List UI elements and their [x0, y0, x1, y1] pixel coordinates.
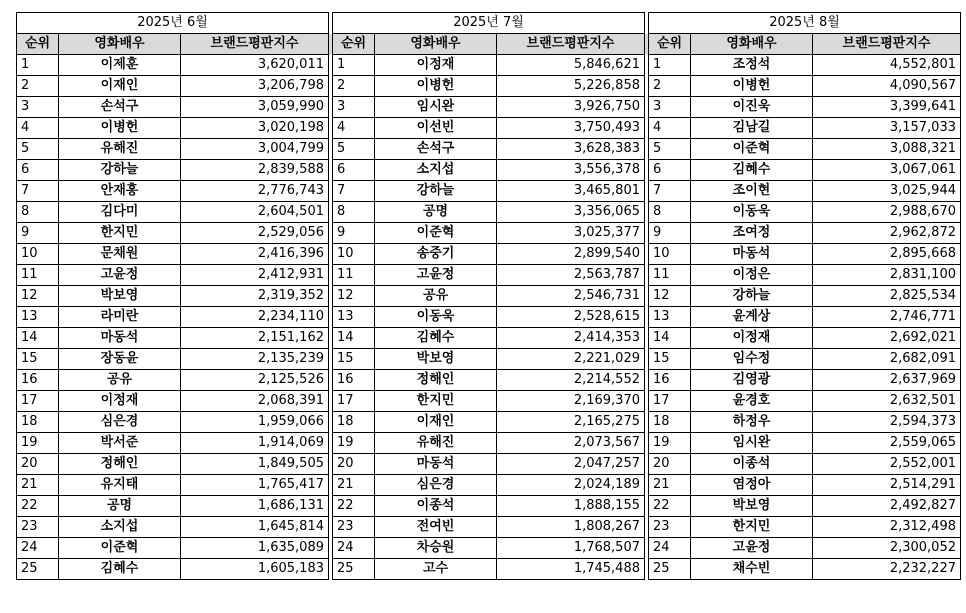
actor-name-cell: 공명 — [375, 202, 497, 223]
table-row — [17, 76, 961, 97]
table-row — [17, 244, 961, 265]
rank-cell: 14 — [333, 328, 375, 349]
brand-score-cell: 3,926,750 — [497, 97, 645, 118]
brand-score-cell: 1,914,069 — [181, 433, 329, 454]
actor-name-cell: 김혜수 — [691, 160, 813, 181]
brand-score-cell: 2,899,540 — [497, 244, 645, 265]
actor-name-cell: 안재홍 — [59, 181, 181, 202]
score-header: 브랜드평판지수 — [181, 34, 329, 55]
rank-cell: 8 — [333, 202, 375, 223]
brand-score-cell: 2,563,787 — [497, 265, 645, 286]
brand-reputation-table — [16, 12, 961, 580]
actor-name-cell: 유해진 — [59, 139, 181, 160]
rank-cell: 8 — [17, 202, 59, 223]
rank-cell: 1 — [17, 55, 59, 76]
rank-cell: 9 — [649, 223, 691, 244]
actor-name-cell: 윤계상 — [691, 307, 813, 328]
actor-name-cell: 이정은 — [691, 265, 813, 286]
table-row — [17, 496, 961, 517]
actor-name-cell: 윤경호 — [691, 391, 813, 412]
actor-name-cell: 이동욱 — [691, 202, 813, 223]
rank-cell: 10 — [649, 244, 691, 265]
rank-cell: 15 — [17, 349, 59, 370]
brand-score-cell: 3,465,801 — [497, 181, 645, 202]
rank-cell: 6 — [333, 160, 375, 181]
actor-name-cell: 염정아 — [691, 475, 813, 496]
rank-cell: 23 — [333, 517, 375, 538]
rank-cell: 12 — [649, 286, 691, 307]
brand-score-cell: 4,090,567 — [813, 76, 961, 97]
brand-score-cell: 3,020,198 — [181, 118, 329, 139]
rank-cell: 8 — [649, 202, 691, 223]
rank-cell: 4 — [649, 118, 691, 139]
rank-cell: 12 — [333, 286, 375, 307]
brand-score-cell: 3,059,990 — [181, 97, 329, 118]
actor-name-cell: 조정석 — [691, 55, 813, 76]
brand-score-cell: 2,319,352 — [181, 286, 329, 307]
brand-score-cell: 2,312,498 — [813, 517, 961, 538]
actor-name-cell: 강하늘 — [691, 286, 813, 307]
table-row — [17, 517, 961, 538]
rank-cell: 9 — [333, 223, 375, 244]
actor-name-cell: 이준혁 — [691, 139, 813, 160]
rank-cell: 16 — [333, 370, 375, 391]
rank-cell: 14 — [649, 328, 691, 349]
actor-name-cell: 이재인 — [375, 412, 497, 433]
brand-score-cell: 3,067,061 — [813, 160, 961, 181]
actor-name-cell: 채수빈 — [691, 559, 813, 580]
actor-name-cell: 유해진 — [375, 433, 497, 454]
brand-score-cell: 2,962,872 — [813, 223, 961, 244]
score-header: 브랜드평판지수 — [497, 34, 645, 55]
brand-score-cell: 2,165,275 — [497, 412, 645, 433]
actor-name-cell: 마동석 — [375, 454, 497, 475]
table-row — [17, 559, 961, 580]
rank-cell: 3 — [649, 97, 691, 118]
actor-name-cell: 이종석 — [691, 454, 813, 475]
rank-cell: 23 — [17, 517, 59, 538]
actor-name-cell: 공유 — [59, 370, 181, 391]
actor-name-cell: 김다미 — [59, 202, 181, 223]
rank-cell: 6 — [17, 160, 59, 181]
actor-name-cell: 박보영 — [59, 286, 181, 307]
actor-name-cell: 박보영 — [691, 496, 813, 517]
actor-name-cell: 김남길 — [691, 118, 813, 139]
actor-name-cell: 이정재 — [375, 55, 497, 76]
brand-score-cell: 5,846,621 — [497, 55, 645, 76]
brand-score-cell: 1,768,507 — [497, 538, 645, 559]
brand-score-cell: 3,556,378 — [497, 160, 645, 181]
month-title: 2025년 8월 — [649, 13, 961, 34]
actor-name-cell: 이준혁 — [59, 538, 181, 559]
rank-cell: 2 — [17, 76, 59, 97]
brand-score-cell: 2,825,534 — [813, 286, 961, 307]
actor-name-cell: 문채원 — [59, 244, 181, 265]
actor-name-cell: 심은경 — [375, 475, 497, 496]
brand-score-cell: 1,888,155 — [497, 496, 645, 517]
table-row — [17, 55, 961, 76]
actor-name-cell: 장동윤 — [59, 349, 181, 370]
actor-name-cell: 이준혁 — [375, 223, 497, 244]
actor-name-cell: 임수정 — [691, 349, 813, 370]
rank-cell: 6 — [649, 160, 691, 181]
actor-name-cell: 정해인 — [375, 370, 497, 391]
actor-name-cell: 고윤정 — [59, 265, 181, 286]
brand-score-cell: 2,047,257 — [497, 454, 645, 475]
actor-name-cell: 공유 — [375, 286, 497, 307]
rank-cell: 5 — [17, 139, 59, 160]
brand-score-cell: 2,073,567 — [497, 433, 645, 454]
rank-cell: 21 — [17, 475, 59, 496]
brand-score-cell: 3,628,383 — [497, 139, 645, 160]
actor-name-cell: 조이현 — [691, 181, 813, 202]
rank-cell: 12 — [17, 286, 59, 307]
rank-cell: 9 — [17, 223, 59, 244]
actor-name-cell: 심은경 — [59, 412, 181, 433]
actor-name-cell: 이병헌 — [59, 118, 181, 139]
brand-score-cell: 2,024,189 — [497, 475, 645, 496]
brand-score-cell: 3,399,641 — [813, 97, 961, 118]
brand-score-cell: 1,808,267 — [497, 517, 645, 538]
brand-score-cell: 2,746,771 — [813, 307, 961, 328]
rank-cell: 19 — [17, 433, 59, 454]
actor-name-cell: 임시완 — [691, 433, 813, 454]
table-row — [17, 454, 961, 475]
brand-score-cell: 1,686,131 — [181, 496, 329, 517]
actor-name-cell: 한지민 — [59, 223, 181, 244]
brand-score-cell: 3,206,798 — [181, 76, 329, 97]
table-row — [17, 139, 961, 160]
brand-score-cell: 1,959,066 — [181, 412, 329, 433]
brand-score-cell: 2,528,615 — [497, 307, 645, 328]
actor-name-cell: 이정재 — [691, 328, 813, 349]
actor-name-cell: 하정우 — [691, 412, 813, 433]
brand-score-cell: 1,635,089 — [181, 538, 329, 559]
rank-cell: 4 — [333, 118, 375, 139]
actor-name-cell: 박서준 — [59, 433, 181, 454]
brand-score-cell: 2,776,743 — [181, 181, 329, 202]
rank-cell: 13 — [649, 307, 691, 328]
rank-cell: 10 — [333, 244, 375, 265]
brand-score-cell: 2,637,969 — [813, 370, 961, 391]
score-header: 브랜드평판지수 — [813, 34, 961, 55]
actor-name-cell: 라미란 — [59, 307, 181, 328]
actor-name-cell: 고윤정 — [375, 265, 497, 286]
actor-header: 영화배우 — [375, 34, 497, 55]
rank-cell: 25 — [649, 559, 691, 580]
rank-cell: 2 — [649, 76, 691, 97]
rank-cell: 18 — [333, 412, 375, 433]
brand-score-cell: 2,412,931 — [181, 265, 329, 286]
actor-name-cell: 마동석 — [59, 328, 181, 349]
rank-cell: 16 — [17, 370, 59, 391]
brand-score-cell: 3,088,321 — [813, 139, 961, 160]
brand-score-cell: 1,765,417 — [181, 475, 329, 496]
brand-score-cell: 2,232,227 — [813, 559, 961, 580]
brand-score-cell: 2,135,239 — [181, 349, 329, 370]
rank-cell: 24 — [333, 538, 375, 559]
rank-cell: 7 — [333, 181, 375, 202]
brand-score-cell: 3,750,493 — [497, 118, 645, 139]
actor-name-cell: 이선빈 — [375, 118, 497, 139]
actor-name-cell: 전여빈 — [375, 517, 497, 538]
rank-header: 순위 — [333, 34, 375, 55]
rank-cell: 15 — [333, 349, 375, 370]
brand-score-cell: 1,849,505 — [181, 454, 329, 475]
actor-name-cell: 유지태 — [59, 475, 181, 496]
actor-name-cell: 이병헌 — [691, 76, 813, 97]
column-header-row — [17, 34, 961, 55]
rank-header: 순위 — [649, 34, 691, 55]
table-row — [17, 475, 961, 496]
rank-cell: 18 — [17, 412, 59, 433]
brand-score-cell: 2,895,668 — [813, 244, 961, 265]
table-row — [17, 181, 961, 202]
brand-score-cell: 2,169,370 — [497, 391, 645, 412]
rank-cell: 17 — [649, 391, 691, 412]
actor-name-cell: 박보영 — [375, 349, 497, 370]
rank-cell: 14 — [17, 328, 59, 349]
rank-cell: 1 — [649, 55, 691, 76]
rank-cell: 11 — [649, 265, 691, 286]
rank-cell: 13 — [17, 307, 59, 328]
actor-name-cell: 이정재 — [59, 391, 181, 412]
brand-score-cell: 1,745,488 — [497, 559, 645, 580]
actor-name-cell: 한지민 — [691, 517, 813, 538]
actor-name-cell: 마동석 — [691, 244, 813, 265]
rank-cell: 11 — [17, 265, 59, 286]
brand-score-cell: 2,492,827 — [813, 496, 961, 517]
table-row — [17, 370, 961, 391]
rank-cell: 19 — [333, 433, 375, 454]
table-row — [17, 349, 961, 370]
actor-name-cell: 이진욱 — [691, 97, 813, 118]
brand-score-cell: 3,356,065 — [497, 202, 645, 223]
table-row — [17, 391, 961, 412]
actor-name-cell: 김혜수 — [59, 559, 181, 580]
brand-score-cell: 2,604,501 — [181, 202, 329, 223]
brand-score-cell: 2,831,100 — [813, 265, 961, 286]
table-row — [17, 223, 961, 244]
rank-cell: 1 — [333, 55, 375, 76]
table-row — [17, 412, 961, 433]
rank-cell: 17 — [333, 391, 375, 412]
actor-name-cell: 이동욱 — [375, 307, 497, 328]
table-row — [17, 160, 961, 181]
rank-cell: 13 — [333, 307, 375, 328]
actor-name-cell: 손석구 — [375, 139, 497, 160]
brand-score-cell: 2,416,396 — [181, 244, 329, 265]
rank-cell: 20 — [649, 454, 691, 475]
actor-name-cell: 소지섭 — [59, 517, 181, 538]
rank-cell: 25 — [17, 559, 59, 580]
brand-score-cell: 2,125,526 — [181, 370, 329, 391]
brand-score-cell: 2,151,162 — [181, 328, 329, 349]
actor-name-cell: 임시완 — [375, 97, 497, 118]
table-row — [17, 286, 961, 307]
rank-cell: 7 — [17, 181, 59, 202]
actor-name-cell: 강하늘 — [375, 181, 497, 202]
brand-score-cell: 2,514,291 — [813, 475, 961, 496]
actor-name-cell: 송중기 — [375, 244, 497, 265]
actor-name-cell: 이병헌 — [375, 76, 497, 97]
brand-score-cell: 2,594,373 — [813, 412, 961, 433]
month-title: 2025년 7월 — [333, 13, 645, 34]
rank-cell: 23 — [649, 517, 691, 538]
rank-cell: 3 — [333, 97, 375, 118]
rank-cell: 19 — [649, 433, 691, 454]
rank-cell: 15 — [649, 349, 691, 370]
table-row — [17, 97, 961, 118]
table-row — [17, 328, 961, 349]
rank-cell: 18 — [649, 412, 691, 433]
brand-score-cell: 2,214,552 — [497, 370, 645, 391]
brand-score-cell: 3,025,944 — [813, 181, 961, 202]
brand-score-cell: 2,632,501 — [813, 391, 961, 412]
actor-name-cell: 고수 — [375, 559, 497, 580]
actor-header: 영화배우 — [691, 34, 813, 55]
actor-name-cell: 차승원 — [375, 538, 497, 559]
rank-cell: 3 — [17, 97, 59, 118]
rank-cell: 20 — [333, 454, 375, 475]
table-row — [17, 433, 961, 454]
rank-header: 순위 — [17, 34, 59, 55]
actor-name-cell: 조여정 — [691, 223, 813, 244]
brand-score-cell: 1,645,814 — [181, 517, 329, 538]
actor-name-cell: 강하늘 — [59, 160, 181, 181]
brand-score-cell: 2,692,021 — [813, 328, 961, 349]
brand-score-cell: 3,620,011 — [181, 55, 329, 76]
brand-score-cell: 4,552,801 — [813, 55, 961, 76]
rank-cell: 7 — [649, 181, 691, 202]
rank-cell: 21 — [649, 475, 691, 496]
table-row — [17, 307, 961, 328]
rank-cell: 24 — [17, 538, 59, 559]
actor-name-cell: 정해인 — [59, 454, 181, 475]
actor-name-cell: 고윤정 — [691, 538, 813, 559]
rank-cell: 2 — [333, 76, 375, 97]
actor-name-cell: 김영광 — [691, 370, 813, 391]
table-row — [17, 538, 961, 559]
rank-cell: 11 — [333, 265, 375, 286]
rank-cell: 20 — [17, 454, 59, 475]
rank-cell: 10 — [17, 244, 59, 265]
rank-cell: 22 — [649, 496, 691, 517]
rank-cell: 22 — [333, 496, 375, 517]
rank-cell: 4 — [17, 118, 59, 139]
brand-score-cell: 2,068,391 — [181, 391, 329, 412]
month-title: 2025년 6월 — [17, 13, 329, 34]
actor-name-cell: 이제훈 — [59, 55, 181, 76]
rank-cell: 16 — [649, 370, 691, 391]
rank-cell: 21 — [333, 475, 375, 496]
brand-score-cell: 2,552,001 — [813, 454, 961, 475]
brand-score-cell: 3,025,377 — [497, 223, 645, 244]
brand-score-cell: 3,157,033 — [813, 118, 961, 139]
rank-cell: 22 — [17, 496, 59, 517]
table-row — [17, 118, 961, 139]
month-title-row — [17, 13, 961, 34]
actor-name-cell: 손석구 — [59, 97, 181, 118]
brand-score-cell: 2,414,353 — [497, 328, 645, 349]
brand-score-cell: 2,546,731 — [497, 286, 645, 307]
actor-name-cell: 이종석 — [375, 496, 497, 517]
actor-header: 영화배우 — [59, 34, 181, 55]
brand-score-cell: 3,004,799 — [181, 139, 329, 160]
table-row — [17, 202, 961, 223]
actor-name-cell: 이재인 — [59, 76, 181, 97]
brand-score-cell: 2,559,065 — [813, 433, 961, 454]
brand-score-cell: 2,300,052 — [813, 538, 961, 559]
actor-name-cell: 김혜수 — [375, 328, 497, 349]
rank-cell: 5 — [333, 139, 375, 160]
brand-score-cell: 5,226,858 — [497, 76, 645, 97]
rank-cell: 24 — [649, 538, 691, 559]
actor-name-cell: 소지섭 — [375, 160, 497, 181]
brand-score-cell: 2,221,029 — [497, 349, 645, 370]
brand-score-cell: 2,529,056 — [181, 223, 329, 244]
brand-score-cell: 2,988,670 — [813, 202, 961, 223]
brand-score-cell: 1,605,183 — [181, 559, 329, 580]
table-row — [17, 265, 961, 286]
brand-score-cell: 2,682,091 — [813, 349, 961, 370]
rank-cell: 25 — [333, 559, 375, 580]
brand-score-cell: 2,234,110 — [181, 307, 329, 328]
rank-cell: 5 — [649, 139, 691, 160]
actor-name-cell: 공명 — [59, 496, 181, 517]
actor-name-cell: 한지민 — [375, 391, 497, 412]
rank-cell: 17 — [17, 391, 59, 412]
brand-score-cell: 2,839,588 — [181, 160, 329, 181]
